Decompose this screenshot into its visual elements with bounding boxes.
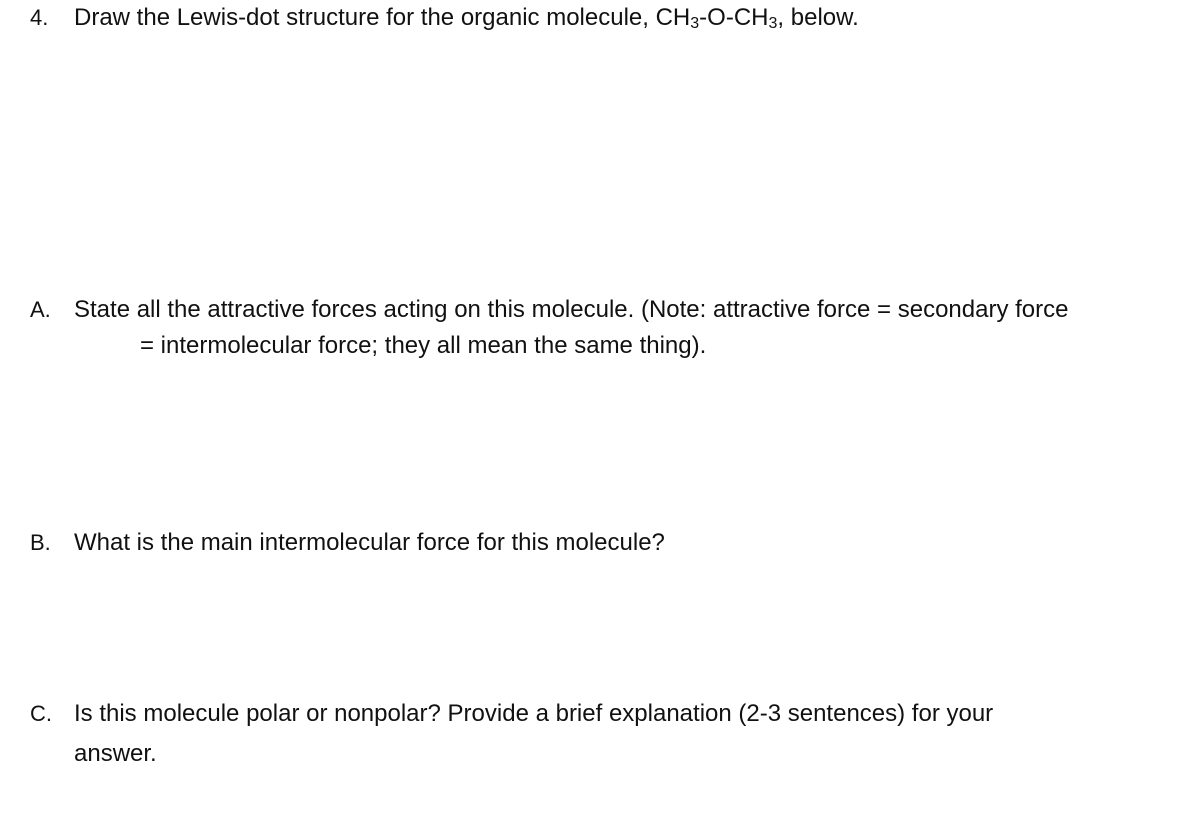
- question-text-start: Draw the Lewis-dot structure for the organic molecule, CH: [74, 4, 691, 31]
- part-a-line-2: = intermolecular force; they all mean the same thing).: [140, 332, 707, 359]
- question-text-end: , below.: [777, 4, 859, 31]
- question-text: [74, 2, 859, 34]
- part-c-line-2: answer.: [74, 740, 157, 767]
- part-a-marker: A.: [30, 297, 51, 322]
- question-text-middle: -O-CH: [699, 4, 769, 31]
- part-a-line-1: State all the attractive forces acting on this molecule. (Note: attractive force = secondary force: [74, 296, 1069, 323]
- part-c-marker: C.: [30, 701, 52, 726]
- part-b-marker: B.: [30, 530, 51, 555]
- subscript-1: 3: [690, 15, 700, 32]
- question-number: 4.: [30, 5, 49, 30]
- part-b-line-1: What is the main intermolecular force for this molecule?: [74, 529, 665, 556]
- subscript-2: 3: [768, 15, 778, 32]
- part-c-line-1: Is this molecule polar or nonpolar? Provide a brief explanation (2-3 sentences) for your: [74, 700, 994, 727]
